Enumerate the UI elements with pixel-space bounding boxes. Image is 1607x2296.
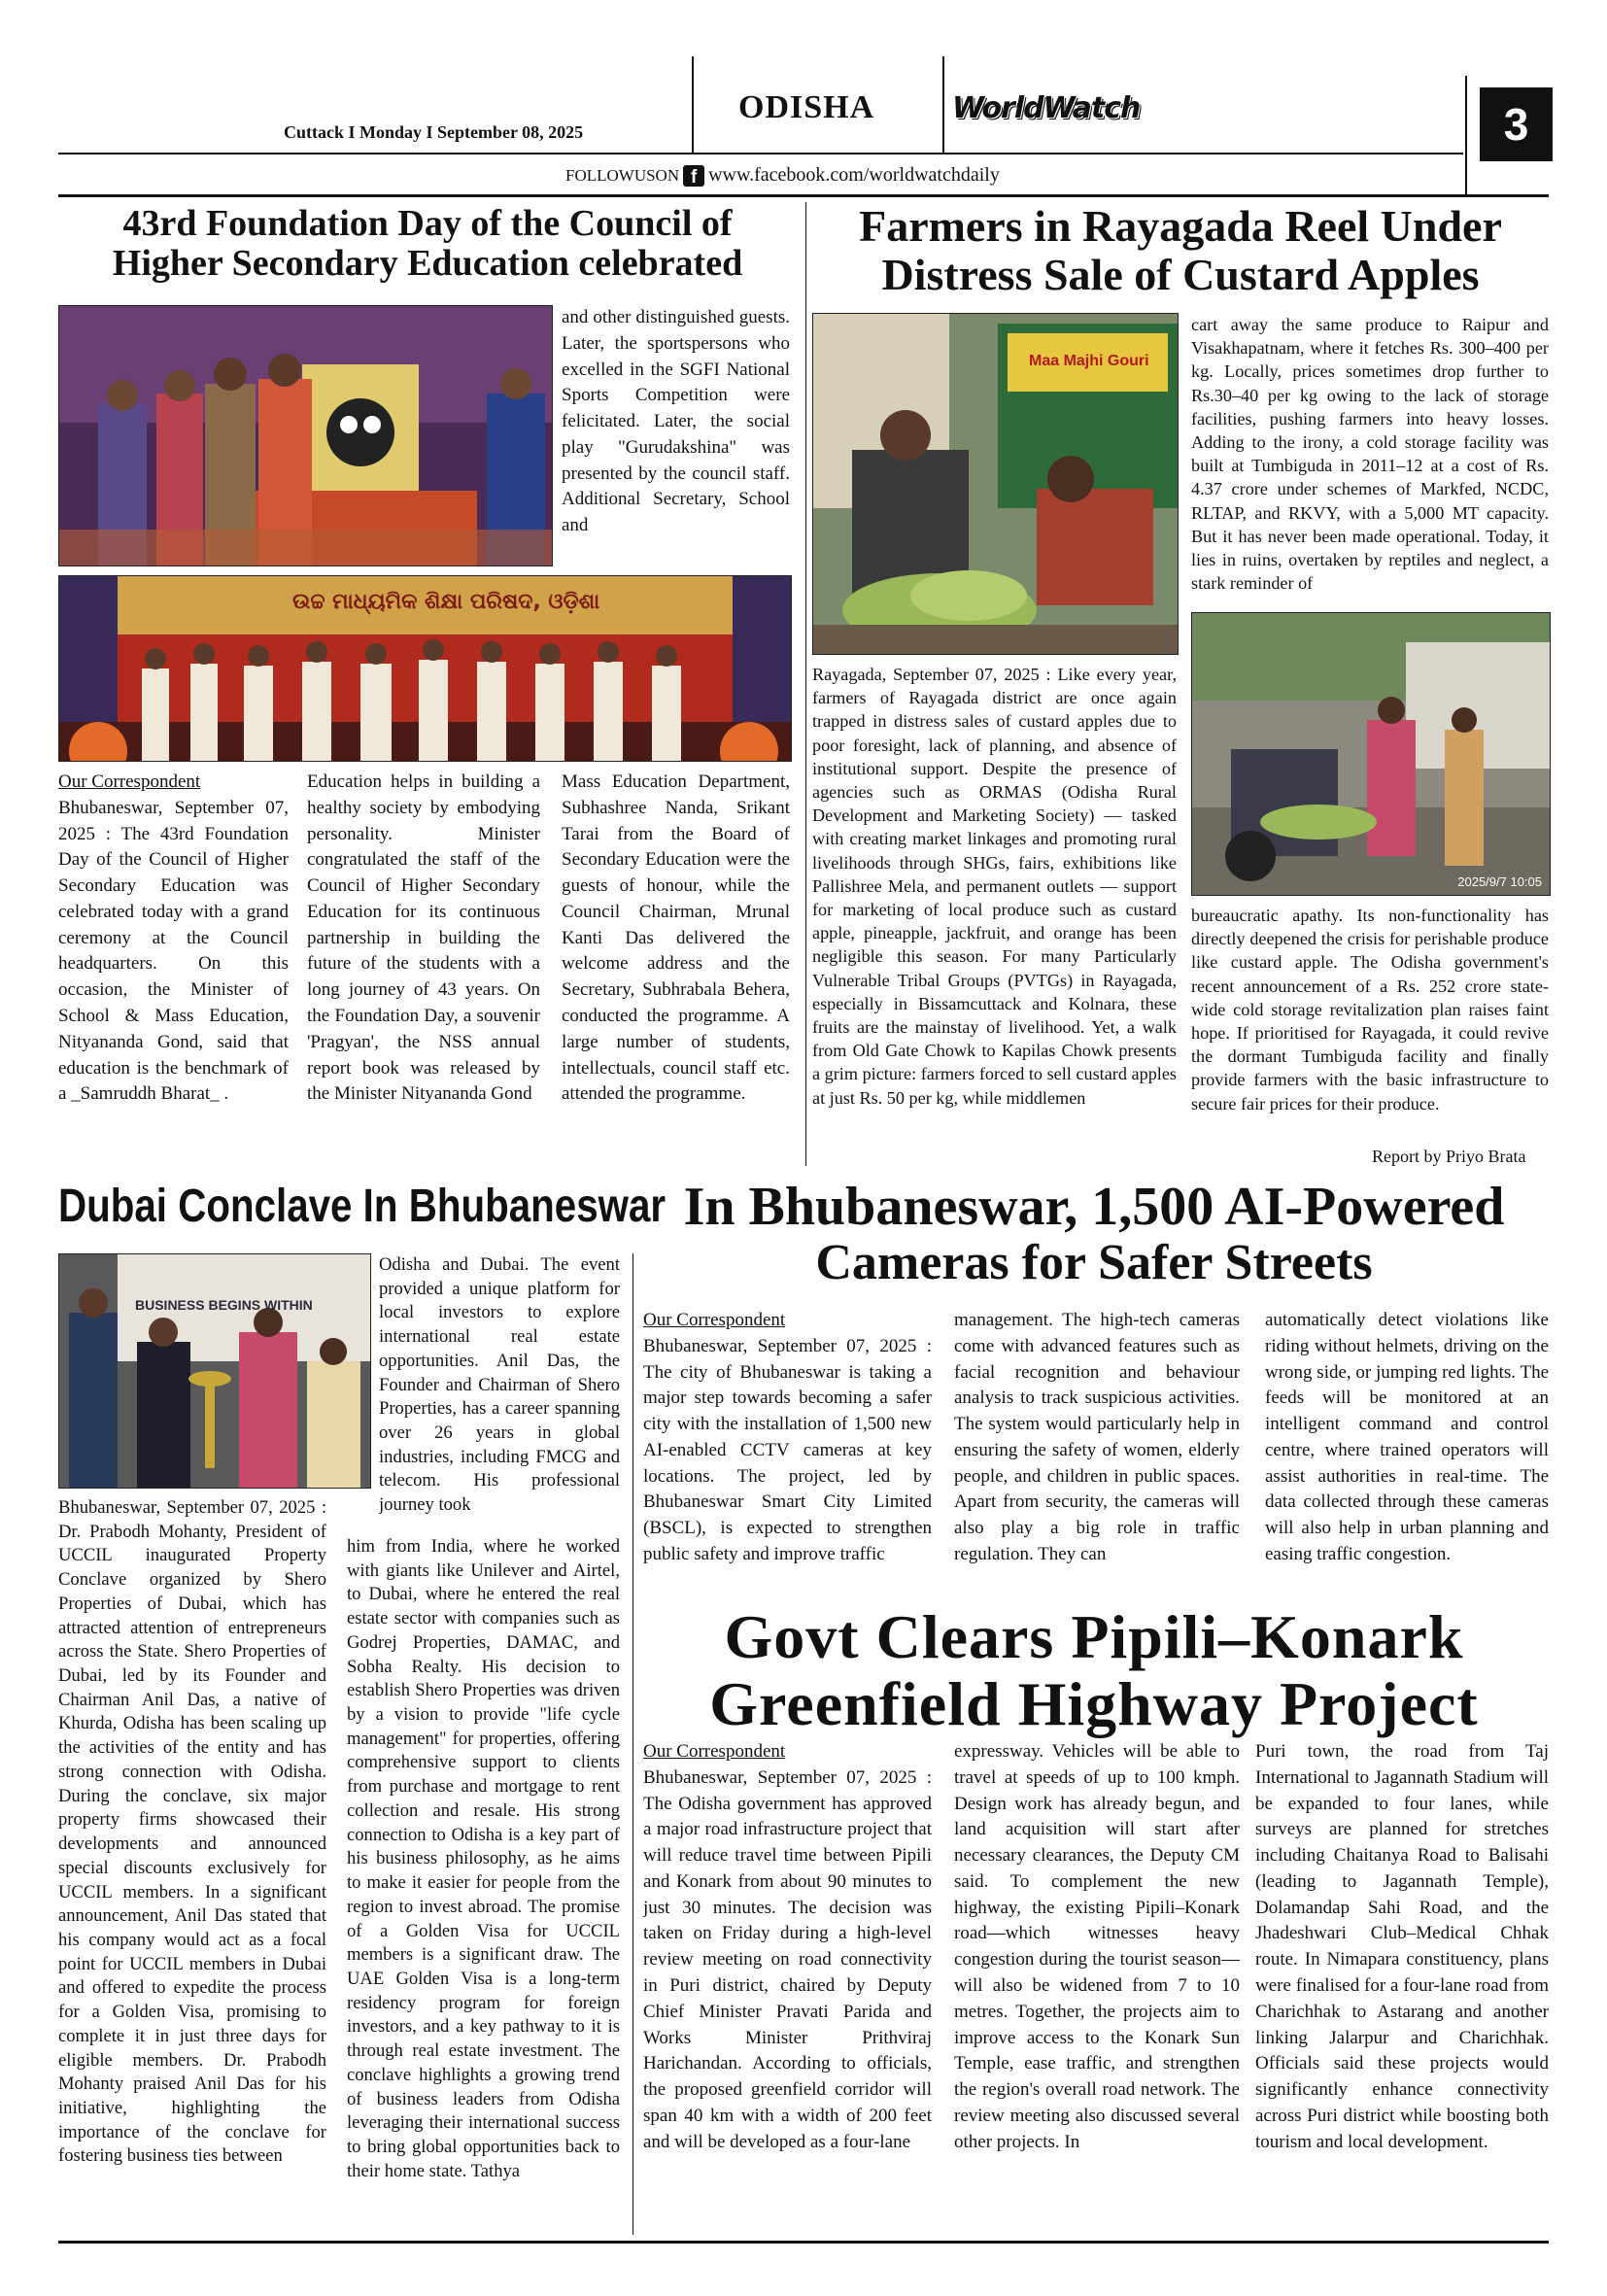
photo-timestamp: 2025/9/7 10:05 xyxy=(1457,874,1542,889)
column-rule xyxy=(805,202,806,1166)
article5-headline: Govt Clears Pipili–Konark Greenfield Highway Project xyxy=(709,1602,1479,1739)
masthead-divider xyxy=(942,56,944,154)
article1-headline: 43rd Foundation Day of the Council of Higher Secondary Education celebrated xyxy=(112,203,743,285)
article2-text-right-bottom: bureaucratic apathy. Its non-functionality has directly deepened the crisis for perishable produce like custard apple. The Odisha government's recent announcement of a Rs. 252 crore state-wide cold storage revitalization plan raises faint hope. If prioritised for Rayagada, it could revive the dormant Tumbiguda facility and finally provide farmers with the basic infrastructure to secure fair prices for their produce. xyxy=(1191,906,1549,1114)
masthead-divider xyxy=(1465,76,1467,194)
masthead-rule xyxy=(58,153,1463,154)
article2-photo-market xyxy=(812,313,1179,655)
facebook-link[interactable]: www.facebook.com/worldwatchdaily xyxy=(708,164,1000,186)
article1-col3: Mass Education Department, Subhashree Nanda, Srikant Tarai from the Board of Secondary Education were the guests of honour, while the Council Chairman, Mrunal Kanti Das delivered the welcome address and the Secretary, Subhrabala Behera, conducted the programme. A large number of students, intellectuals, council staff etc. attended the programme. xyxy=(562,771,790,1105)
section-title: ODISHA xyxy=(738,89,875,125)
facebook-icon[interactable]: f xyxy=(683,165,704,187)
article2-text-left: Rayagada, September 07, 2025 : Like every year, farmers of Rayagada district are once again trapped in distress sales of custard apples due to poor foresight, lack of planning, and absence of institutional support. Despite the presence of agencies such as ORMAS (Odisha Rural Development and Marketing Society) — tasked with creating market linkages and promoting rural livelihoods through SHGs, fairs, exhibitions like Pallishree Mela, and permanent outlets — support for marketing of local produce such as custard apple, pineapple, jackfruit, and orange has been negligible this season. For many Particularly Vulnerable Tribal Groups (PVTGs) in Rayagada, especially in Bissamcuttack and Kolnara, these fruits are the mainstay of livelihood. Yet, a walk from Old Gate Chowk to Kapilas Chowk presents a grim picture: farmers forced to sell custard apples at just Rs. 50 per kg, while middlemen xyxy=(812,665,1177,1108)
article5-col1: Our Correspondent Bhubaneswar, September 07, 2025 : The Odisha government has approved a major road infrastructure project that will reduce travel time between Pipili and Konark from about 90 minutes to just 30 minutes. The decision was taken on Friday during a high-level review meeting on road connectivity in Puri district, chaired by Deputy Chief Minister Pravati Parida and Works Minister Prithviraj Harichandan. According to officials, the proposed greenfield corridor will span 40 km with a width of 200 feet and will be developed as a four-lane xyxy=(643,1741,932,2152)
article1-text-beside-photo: and other distinguished guests. Later, the sportspersons who excelled in the SGFI National Sports Competition were felicitated. Later, the social play "Gurudakshina" was presented by the council staff. Additional Secretary, School and xyxy=(562,307,790,536)
shop-sign-text: Maa Majhi Gouri xyxy=(1029,353,1149,369)
world-watch-logo: WorldWatch xyxy=(952,91,1141,125)
article3-text-beside-photo: Odisha and Dubai. The event provided a unique platform for local investors to explore international real estate opportunities. Anil Das, the Founder and Chairman of Shero Properties, has a career spanning over 26 years in global industries, including FMCG and telecom. His professional journey took xyxy=(379,1254,620,1516)
article3-col1: Bhubaneswar, September 07, 2025 : Dr. Prabodh Mohanty, President of UCCIL inaugurated Property Conclave organized by Shero Properties of Dubai, which has attracted attention of entrepreneurs across the State. Shero Properties of Dubai, led by its Founder and Chairman Anil Das, a native of Khurda, Odisha has been scaling up the activities of the entity and has strong connection with Odisha. During the conclave, six major property firms showcased their developments and announced special discounts exclusively for UCCIL members. In a significant announcement, Anil Das stated that his company would act as a focal point for UCCIL members in Dubai and offered to expedite the process for a Golden Visa, promising to complete it in just three days for eligible members. Dr. Prabodh Mohanty praised Anil Das for his initiative, highlighting the importance of the conclave for fostering business ties between xyxy=(58,1497,326,2167)
article1-col2: Education helps in building a healthy society by embodying personality. Minister congratulated the staff of the Council of Higher Secondary Education for its continuous partnership in building the future of the students with a long journey of 43 years. On the Foundation Day, a souvenir 'Pragyan', the NSS annual report book was released by the Minister Nityananda Gond xyxy=(307,771,540,1105)
page-number: 3 xyxy=(1480,87,1553,161)
article2-text-top-right: cart away the same produce to Raipur and Visakhapatnam, where it fetches Rs. 300–400 per kg. Locally, prices sometimes drop further to Rs.30–40 per kg owing to the lack of storage facilities, pushing farmers into heavy losses. Adding to the irony, a cold storage facility was built at Tumbiguda in 2011–12 at a cost of Rs. 4.37 crore under schemes of Markfed, NCDC, RLTAP, and RKVY, with a 5,000 MT capacity. But it has never been made operational. Today, it lies in ruins, overtaken by reptiles and neglect, a stark reminder of xyxy=(1191,315,1549,594)
article4-col3: automatically detect violations like riding without helmets, driving on the wrong side, or jumping red lights. The feeds will be monitored at an intelligent command and control centre, where trained operators will assist authorities in real-time. The data collected through these cameras will also help in urban planning and easing traffic congestion. xyxy=(1265,1310,1549,1565)
issue-date: Cuttack I Monday I September 08, 2025 xyxy=(284,122,584,142)
article4-headline: In Bhubaneswar, 1,500 AI-Powered Cameras for Safer Streets xyxy=(683,1177,1505,1291)
article4-col1: Our Correspondent Bhubaneswar, September 07, 2025 : The city of Bhubaneswar is taking a major step towards becoming a safer city with the installation of 1,500 new AI-enabled CCTV cameras at key locations. The project, led by Bhubaneswar Smart City Limited (BSCL), is expected to strengthen public safety and improve traffic xyxy=(643,1310,932,1565)
article5-col2: expressway. Vehicles will be able to travel at speeds of up to 100 kmph. Design work has already begun, and land acquisition will start after necessary clearances, the Deputy CM said. To complement the new highway, the existing Pipili–Konark road—which witnesses heavy congestion during the tourist season—will also be widened from 7 to 10 metres. Together, the projects aim to improve access to the Konark Sun Temple, ease traffic, and strengthen the region's overall road network. The review meeting also discussed several other projects. In xyxy=(954,1741,1240,2152)
article1-photo-stage xyxy=(58,305,553,566)
article2-credit: Report by Priyo Brata xyxy=(1372,1147,1526,1166)
article1-col1: Our Correspondent Bhubaneswar, September 07, 2025 : The 43rd Foundation Day of the Council of Higher Secondary Education was celebrated today with a grand ceremony at the Council headquarters. On this occasion, the Minister of School & Mass Education, Nityananda Gond, said that education is the benchmark of a _Samruddh Bharat_ . xyxy=(58,771,289,1105)
masthead-divider xyxy=(692,56,694,154)
article1-byline: Our Correspondent xyxy=(58,771,201,792)
banner-odia-text: ଉଚ୍ଚ ମାଧ୍ୟମିକ ଶିକ୍ଷା ପରିଷଦ, ଓଡ଼ିଶା xyxy=(292,590,600,614)
article3-headline: Dubai Conclave In Bhubaneswar xyxy=(58,1181,667,1232)
top-rule xyxy=(58,194,1549,197)
follow-us-bar[interactable] xyxy=(565,164,1000,187)
article4-col2: management. The high-tech cameras come with advanced features such as facial recognition and behaviour analysis to track suspicious activities. The system would particularly help in ensuring the safety of women, elderly people, and children in public spaces. Apart from security, the cameras will also play a big role in traffic regulation. They can xyxy=(954,1310,1240,1565)
article2-photo-street xyxy=(1191,612,1551,896)
article3-photo-conclave xyxy=(58,1253,371,1489)
article1-photo-dignitaries xyxy=(58,575,792,762)
follow-label: FOLLOWUSON xyxy=(565,165,680,185)
article5-col3: Puri town, the road from Taj International to Jagannath Stadium will be expanded to four lanes, while surveys are planned for stretches including Chaitanya Road to Balisahi (leading to Jagannath Temple), Dolamandap Sahi Road, and the Jhadeshwari Club–Medical Chhak route. In Nimapara constituency, plans were finalised for a four-lane road from Charichhak to Astarang and another linking Jalarpur and Charichhak. Officials said these projects would significantly enhance connectivity across Puri district while boosting both tourism and local development. xyxy=(1255,1741,1549,2152)
article4-byline: Our Correspondent xyxy=(643,1310,786,1330)
article5-byline: Our Correspondent xyxy=(643,1741,786,1762)
article2-headline: Farmers in Rayagada Reel Under Distress Sale of Custard Apples xyxy=(859,201,1502,299)
bottom-rule xyxy=(58,2241,1549,2244)
conclave-banner-text: BUSINESS BEGINS WITHIN xyxy=(135,1297,313,1313)
article3-col2: him from India, where he worked with giants like Unilever and Airtel, to Dubai, where he entered the real estate sector with companies such as Godrej Properties, DAMAC, and Sobha Realty. His decision to establish Shero Properties was driven by a vision to provide "life cycle management" for properties, offering comprehensive support to clients from purchase and mortgage to rent collection and resale. His strong connection to Odisha is a key part of his business philosophy, as he aims to make it easier for people from the region to invest abroad. The promise of a Golden Visa for UCCIL members is a significant draw. The UAE Golden Visa is a long-term residency program for foreign investors, and a key pathway to it is through real estate investment. The conclave highlights a growing trend of business leaders from Odisha leveraging their international success to bring global opportunities back to their home state. Tathya xyxy=(347,1536,620,2181)
